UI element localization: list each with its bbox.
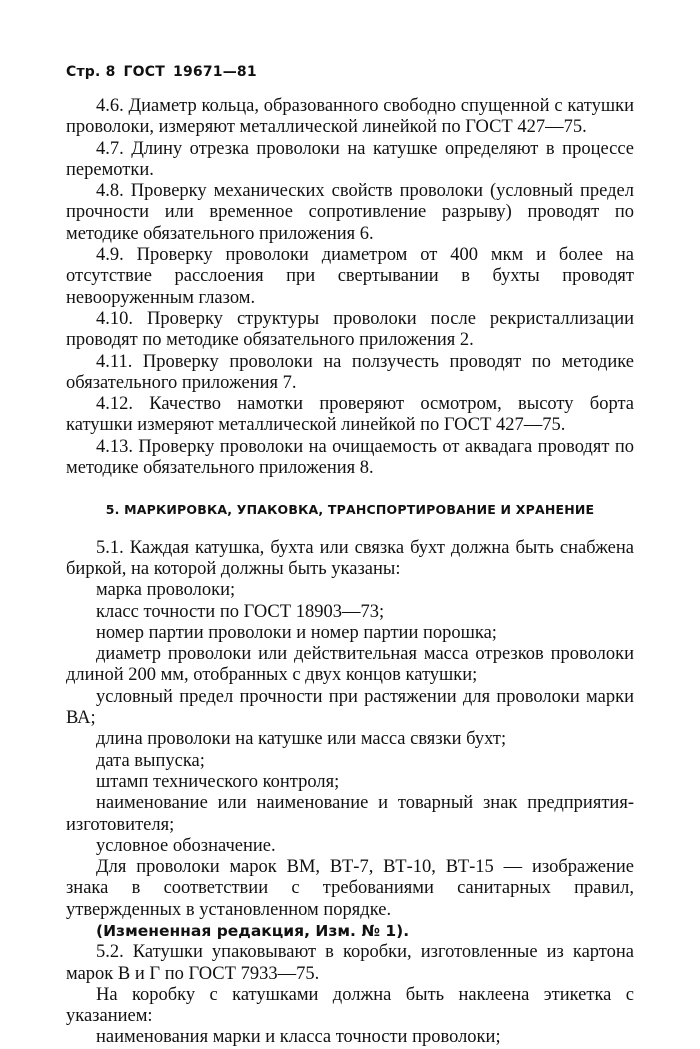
clause-4-10: 4.10. Проверку структуры проволоки после рекристаллизации проводят по методике обязательного приложения 2. [66, 308, 634, 351]
edition-note: (Измененная редакция, Изм. № 1). [96, 921, 410, 940]
clause-4-9: 4.9. Проверку проволоки диаметром от 400 мкм и более на отсутствие расслоения при свертывании в бухты проводят невооруженным глазом. [66, 245, 634, 308]
clause-4-12: 4.12. Качество намотки проверяют осмотром, высоту борта катушки измеряют металлической линейкой по ГОСТ 427—75. [66, 394, 634, 436]
list-item: условный предел прочности при растяжении для проволоки марки ВА; [66, 686, 634, 729]
clause-4-6: 4.6. Диаметр кольца, образованного свободно спущенной с катушки проволоки, измеряют металлической линейкой по ГОСТ 427—75. [66, 96, 634, 138]
clause-5-1: 5.1. Каждая катушка, бухта или связка бухт должна быть снабжена биркой, на которой должны быть указаны: [66, 537, 634, 579]
standard-number: 19671—81 [173, 64, 257, 80]
list-item: наименование или наименование и товарный знак предприятия-изготовителя; [66, 793, 634, 835]
page-label: Стр. 8 [66, 64, 116, 80]
list-item: наименования марки и класса точности проволоки; [96, 1027, 501, 1048]
list-item: дата выпуска; [96, 750, 205, 771]
standard-label: ГОСТ [123, 64, 165, 80]
clause-4-11: 4.11. Проверку проволоки на ползучесть проводят по методике обязательного приложения 7. [66, 351, 634, 393]
label-paragraph: На коробку с катушками должна быть наклеена этикетка с указанием: [66, 984, 634, 1027]
clause-4-7: 4.7. Длину отрезка проволоки на катушке определяют в процессе перемотки. [66, 138, 634, 180]
clause-5-2: 5.2. Катушки упаковывают в коробки, изготовленные из картона марок В и Г по ГОСТ 7933—75. [66, 942, 634, 984]
page-header [66, 64, 265, 80]
list-item: марка проволоки; [96, 580, 236, 601]
clause-4-8: 4.8. Проверку механических свойств проволоки (условный предел прочности или временное сопротивление разрыву) проводят по методике обязательного приложения 6. [66, 181, 634, 244]
clause-4-13: 4.13. Проверку проволоки на очищаемость от аквадага проводят по методике обязательного приложения 8. [66, 436, 634, 479]
list-item: штамп технического контроля; [96, 771, 340, 792]
list-item: класс точности по ГОСТ 18903—73; [96, 601, 385, 622]
list-item: диаметр проволоки или действительная масса отрезков проволоки длиной 200 мм, отобранных с двух концов катушки; [66, 644, 634, 686]
list-item: условное обозначение. [96, 835, 276, 856]
list-item: номер партии проволоки и номер партии порошка; [96, 622, 497, 643]
list-item: длина проволоки на катушке или масса связки бухт; [96, 729, 507, 750]
document-body [66, 96, 634, 1049]
marks-paragraph: Для проволоки марок ВМ, ВТ-7, ВТ-10, ВТ-15 — изображение знака в соответствии с требованиями санитарных правил, утвержденных в установленном порядке. [66, 857, 634, 920]
section-5-title: 5. МАРКИРОВКА, УПАКОВКА, ТРАНСПОРТИРОВАНИЕ И ХРАНЕНИЕ [105, 502, 595, 518]
